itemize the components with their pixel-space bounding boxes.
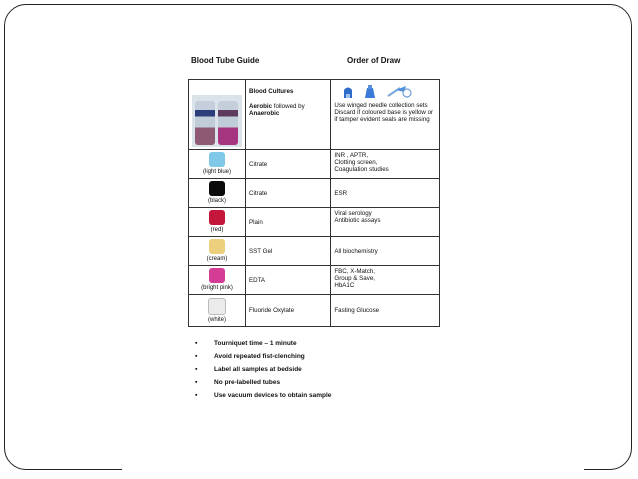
tube-name: Citrate (249, 160, 268, 168)
anaerobic-label: Anaerobic (249, 110, 280, 117)
name-cell (246, 208, 331, 237)
name-cell (246, 237, 331, 266)
tube-name: Fluoride Oxylate (249, 307, 295, 314)
tube-cell (189, 179, 246, 208)
table-row (189, 80, 440, 150)
tube-use: All biochemistry (334, 247, 378, 255)
adapter-icon (362, 84, 378, 100)
list-item: ▪ No pre-labelled tubes (195, 378, 331, 391)
table-row (189, 266, 440, 295)
list-item: ▪ Tourniquet time – 1 minute (195, 339, 331, 352)
aerobic-bottle-icon (195, 101, 215, 145)
name-cell (246, 266, 331, 295)
tube-label: (cream) (206, 256, 228, 262)
tube-cell (189, 208, 246, 237)
draw-cell (331, 208, 440, 237)
winged-needle-icon (386, 84, 412, 100)
blood-tube-table (188, 79, 440, 327)
tube-cell (189, 266, 246, 295)
guide-heading: Blood Tube Guide (191, 56, 260, 65)
tube-label: (white) (207, 317, 226, 323)
tube-use: INR , APTR, Clotting screen, Coagulation studies (334, 152, 389, 173)
tube-use: Fasting Glucose (334, 307, 380, 314)
draw-cell (331, 179, 440, 208)
table-row (189, 208, 440, 237)
list-item: ▪ Label all samples at bedside (195, 365, 331, 378)
name-cell (246, 179, 331, 208)
draw-cell (331, 295, 440, 327)
draw-cell (331, 80, 440, 150)
winged-needle-text: Use winged needle collection sets Discard if coloured base is yellow or if tamper evident seals are missing (334, 102, 434, 123)
blood-tube-document (188, 0, 443, 479)
followed-by-label: followed by (272, 103, 305, 110)
aerobic-label: Aerobic (249, 103, 273, 110)
tube-label: (light blue) (202, 169, 231, 175)
name-cell (246, 150, 331, 179)
order-heading: Order of Draw (347, 56, 401, 65)
blood-cultures-title: Blood Cultures (249, 88, 294, 95)
tube-label: (black) (207, 198, 226, 204)
winged-needle-icons (334, 82, 436, 100)
name-cell (246, 80, 331, 150)
draw-cell (331, 237, 440, 266)
table-row (189, 295, 440, 327)
list-item: ▪ Use vacuum devices to obtain sample (195, 391, 331, 404)
black-tube-icon (209, 181, 225, 196)
tube-name: SST Gel (249, 247, 273, 255)
draw-cell (331, 150, 440, 179)
white-tube-icon (208, 298, 226, 315)
tube-name: Citrate (249, 189, 268, 197)
red-tube-icon (209, 210, 225, 225)
tube-label: (red) (210, 227, 224, 233)
blood-culture-bottles-image (192, 95, 242, 147)
draw-cell (331, 266, 440, 295)
name-cell (246, 295, 331, 327)
light-blue-tube-icon (209, 152, 225, 167)
tube-use: ESR (334, 189, 348, 197)
tube-label: (bright pink) (201, 285, 233, 291)
tube-cell (189, 150, 246, 179)
tube-cell (189, 237, 246, 266)
collection-set-icon (340, 84, 356, 100)
tube-cell (189, 80, 246, 150)
tube-name: Plain (249, 218, 263, 226)
table-row (189, 179, 440, 208)
tube-cell (189, 295, 246, 327)
cream-tube-icon (209, 239, 225, 254)
bright-pink-tube-icon (209, 268, 225, 283)
tube-use: FBC, X-Match, Group & Save, HbA1C (334, 268, 375, 289)
tube-use: Viral serology Antibiotic assays (334, 210, 381, 224)
table-row (189, 237, 440, 266)
bullet-list (195, 339, 331, 404)
anaerobic-bottle-icon (218, 101, 238, 145)
table-row (189, 150, 440, 179)
list-item: ▪ Avoid repeated fist-clenching (195, 352, 331, 365)
tube-name: EDTA (249, 276, 266, 284)
